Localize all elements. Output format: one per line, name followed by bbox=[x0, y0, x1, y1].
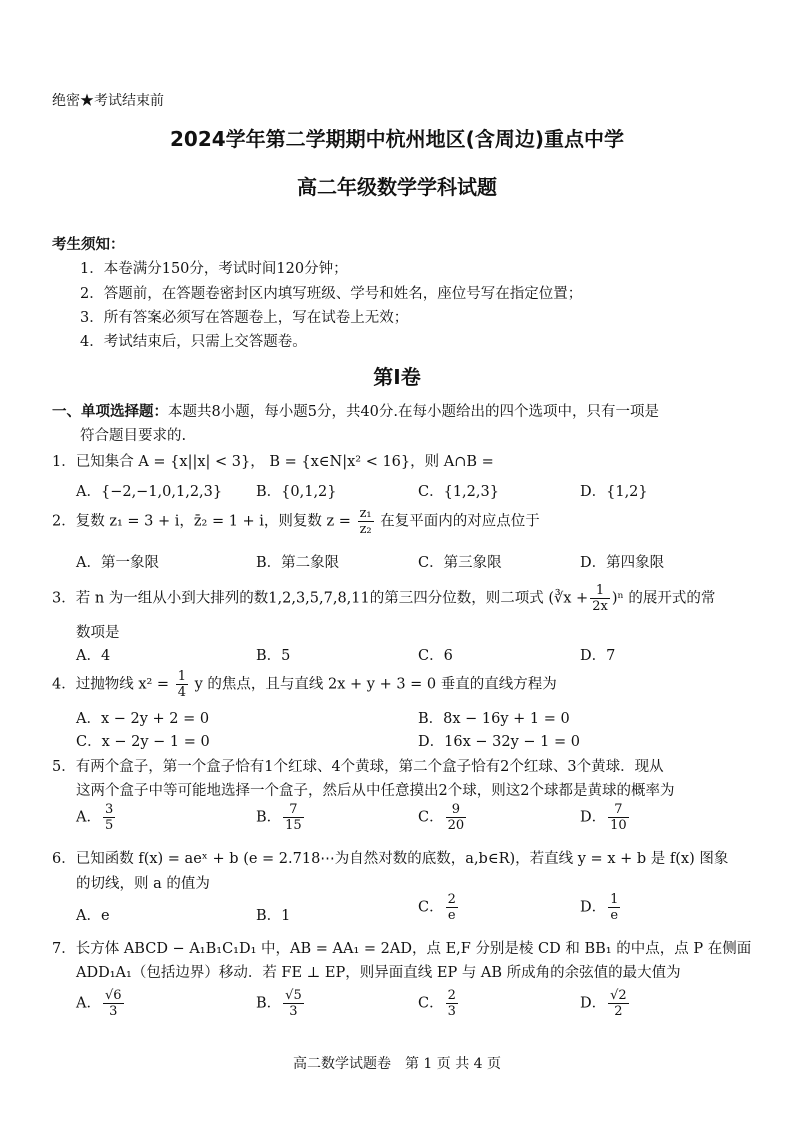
q2-fraction: $\frac{\text{z₁}}{\text{z₂}}$ bbox=[359, 506, 372, 537]
q4-fraction: $\frac{1}{4}$ bbox=[177, 669, 186, 700]
q7-option-a: A． $\frac{√6}{3}$ bbox=[76, 988, 122, 1019]
q2-option-b: B．第二象限 bbox=[256, 555, 340, 571]
q5-option-c: C． $\frac{9}{20}$ bbox=[418, 802, 465, 833]
q4-stem-a: 4．过抛物线 x² = bbox=[52, 676, 170, 693]
q1-option-b: B．{0,1,2} bbox=[256, 484, 337, 500]
q1-option-c: C．{1,2,3} bbox=[418, 484, 499, 500]
q4-stem-b: y 的焦点，且与直线 2x + y + 3 = 0 垂直的直线方程为 bbox=[194, 676, 557, 693]
q5-line1: 5．有两个盒子，第一个盒子恰有1个红球、4个黄球，第二个盒子恰有2个红球、3个黄球．现从 bbox=[52, 759, 664, 775]
q5-option-b: B． $\frac{7}{15}$ bbox=[256, 802, 302, 833]
q3-fraction: $\frac{1}{2x}$ bbox=[592, 583, 608, 614]
exam-subtitle: 高二年级数学学科试题 bbox=[297, 175, 497, 199]
q3-stem bbox=[52, 583, 715, 614]
q3-option-a: A．4 bbox=[76, 648, 111, 664]
q7-option-d: D． $\frac{√2}{2}$ bbox=[580, 988, 627, 1019]
q3-stem-b: 的展开式的常 bbox=[628, 590, 716, 607]
q1-option-d: D．{1,2} bbox=[580, 484, 648, 500]
section1-text2: 符合题目要求的. bbox=[80, 428, 187, 444]
notice-item: 4．考试结束后，只需上交答题卷。 bbox=[80, 334, 307, 350]
q6-option-d: D． $\frac{1}{e}$ bbox=[580, 892, 619, 923]
q1-set-a: A = {x||x| < 3}， bbox=[138, 454, 265, 470]
q1-stem bbox=[52, 450, 494, 471]
q2-stem-a: 2．复数 z₁ = 3 + i，z̄₂ = 1 + i，则复数 z = bbox=[52, 513, 351, 530]
q3-option-b: B．5 bbox=[256, 648, 291, 664]
exam-title: 2024学年第二学期期中杭州地区(含周边)重点中学 bbox=[170, 127, 624, 151]
q4-option-b: B．8x − 16y + 1 = 0 bbox=[418, 711, 570, 727]
q2-stem bbox=[52, 506, 540, 537]
notice-heading: 考生须知： bbox=[52, 236, 125, 253]
q2-option-c: C．第三象限 bbox=[418, 555, 502, 571]
q3-stem-c: 数项是 bbox=[76, 625, 120, 641]
q4-option-c: C．x − 2y − 1 = 0 bbox=[76, 734, 210, 750]
q3-binomial-b: )ⁿ bbox=[611, 590, 624, 607]
q6-line2: 的切线，则 a 的值为 bbox=[76, 876, 210, 892]
q1-stem-a: 1．已知集合 bbox=[52, 454, 134, 470]
q3-option-c: C．6 bbox=[418, 648, 453, 664]
q4-stem bbox=[52, 669, 557, 700]
q5-option-d: D． $\frac{7}{10}$ bbox=[580, 802, 627, 833]
q6-option-b: B．1 bbox=[256, 908, 291, 924]
q5-line2: 这两个盒子中等可能地选择一个盒子，然后从中任意摸出2个球，则这2个球都是黄球的概率为 bbox=[76, 783, 675, 799]
q3-option-d: D．7 bbox=[580, 648, 616, 664]
q6-option-a: A．e bbox=[76, 908, 110, 924]
q7-line1: 7．长方体 ABCD − A₁B₁C₁D₁ 中，AB = AA₁ = 2AD，点 E,F 分别是棱 CD 和 BB₁ 的中点，点 P 在侧面 bbox=[52, 941, 752, 957]
q7-option-c: C． $\frac{2}{3}$ bbox=[418, 988, 456, 1019]
q7-line2: ADD₁A₁（包括边界）移动．若 FE ⊥ EP，则异面直线 EP 与 AB 所成角的余弦值的最大值为 bbox=[76, 965, 681, 981]
secret-label: 绝密★考试结束前 bbox=[52, 93, 164, 109]
q3-binomial-a: (∛x + bbox=[548, 590, 589, 607]
q1-set-b: B = {x∈N|x² < 16}，则 A∩B = bbox=[269, 454, 494, 470]
q4-option-d: D．16x − 32y − 1 = 0 bbox=[418, 734, 580, 750]
q2-stem-b: 在复平面内的对应点位于 bbox=[380, 513, 540, 530]
page-footer: 高二数学试题卷 第 1 页 共 4 页 bbox=[292, 1056, 502, 1072]
q3-stem-a: 3．若 n 为一组从小到大排列的数1,2,3,5,7,8,11的第三四分位数，则二项式 bbox=[52, 590, 544, 607]
q4-option-a: A．x − 2y + 2 = 0 bbox=[76, 711, 210, 727]
notice-item: 1．本卷满分150分，考试时间120分钟； bbox=[80, 261, 348, 277]
notice-item: 3．所有答案必须写在答题卷上，写在试卷上无效； bbox=[80, 310, 409, 326]
q6-option-c: C． $\frac{2}{e}$ bbox=[418, 892, 456, 923]
q6-line1: 6．已知函数 f(x) = aeˣ + b (e = 2.718⋯为自然对数的底数，a,b∈R)，若直线 y = x + b 是 f(x) 图象 bbox=[52, 851, 729, 867]
q2-option-d: D．第四象限 bbox=[580, 555, 665, 571]
notice-item: 2．答题前，在答题卷密封区内填写班级、学号和姓名，座位号写在指定位置； bbox=[80, 286, 583, 302]
section1-label: 一、单项选择题： bbox=[52, 403, 168, 420]
q7-option-b: B． $\frac{√5}{3}$ bbox=[256, 988, 302, 1019]
q5-option-a: A． $\frac{3}{5}$ bbox=[76, 802, 114, 833]
section1-text: 本题共8小题，每小题5分，共40分.在每小题给出的四个选项中，只有一项是 bbox=[168, 404, 660, 420]
section1-intro bbox=[52, 400, 659, 421]
volume-title: 第Ⅰ卷 bbox=[373, 365, 421, 389]
q1-option-a: A．{−2,−1,0,1,2,3} bbox=[76, 484, 223, 500]
q2-option-a: A．第一象限 bbox=[76, 555, 159, 571]
